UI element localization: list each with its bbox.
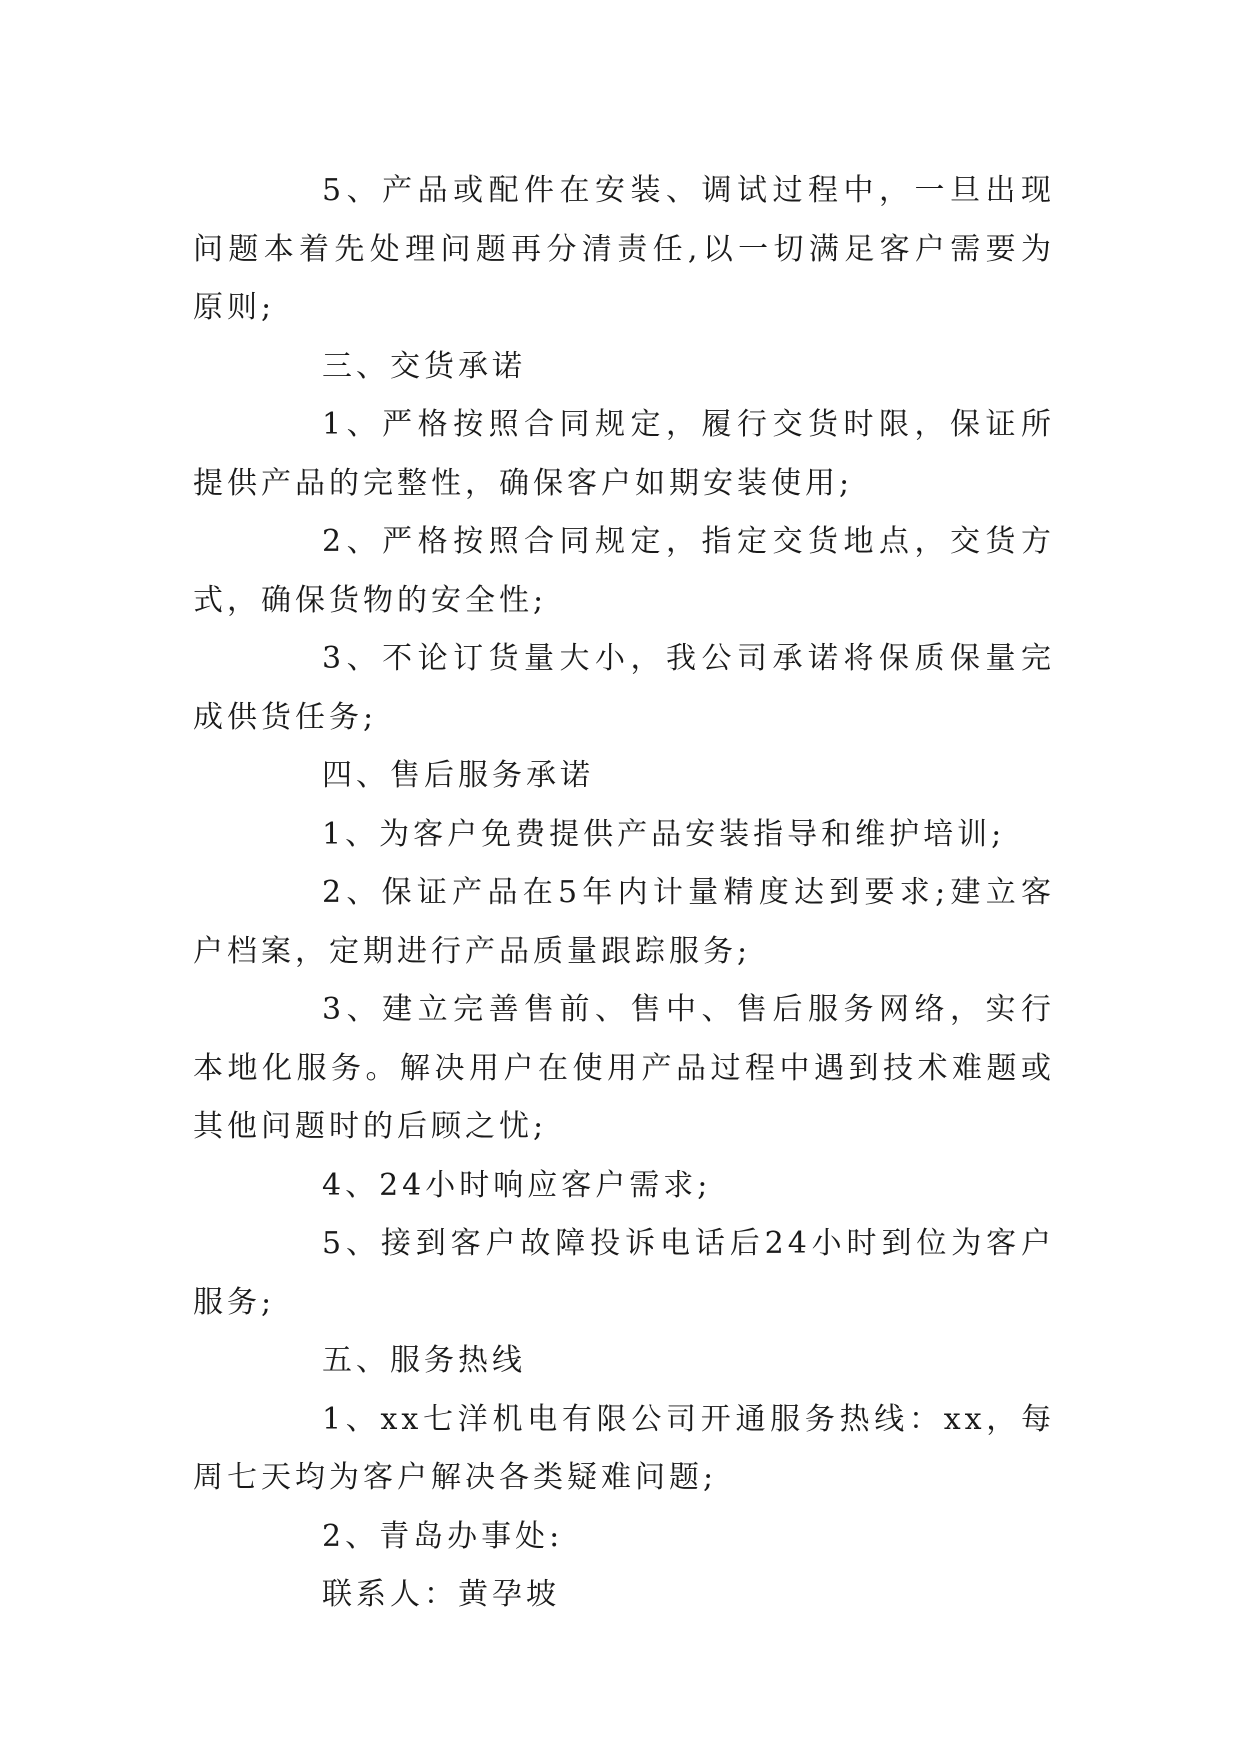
paragraph-item-5-responsibility: 5、产品或配件在安装、调试过程中，一旦出现问题本着先处理问题再分清责任,以一切满足客户需要为原则; [193, 173, 1055, 325]
paragraph-after-sales-item-3: 3、建立完善售前、售中、售后服务网络，实行本地化服务。解决用户在使用产品过程中遇到技术难题或其他问题时的后顾之忧; [193, 992, 1055, 1144]
paragraph-after-sales-item-4: 4、24小时响应客户需求; [322, 1167, 712, 1203]
paragraph-after-sales-item-2: 2、保证产品在5年内计量精度达到要求;建立客户档案，定期进行产品质量跟踪服务; [193, 875, 1055, 969]
section-heading-delivery-commitment: 三、交货承诺 [322, 348, 526, 384]
paragraph-contact-person: 联系人：黄孕坡 [322, 1577, 560, 1612]
section-heading-after-sales-commitment: 四、售后服务承诺 [322, 758, 594, 793]
section-heading-service-hotline: 五、服务热线 [322, 1343, 526, 1378]
document-body [193, 162, 1055, 1625]
paragraph-delivery-item-2: 2、严格按照合同规定，指定交货地点，交货方式，确保货物的安全性; [193, 524, 1055, 618]
paragraph-delivery-item-3: 3、不论订货量大小，我公司承诺将保质保量完成供货任务; [193, 641, 1055, 735]
paragraph-hotline-item-1: 1、xx七洋机电有限公司开通服务热线：xx，每周七天均为客户解决各类疑难问题; [193, 1401, 1055, 1495]
paragraph-hotline-item-2: 2、青岛办事处: [322, 1518, 564, 1554]
paragraph-delivery-item-1: 1、严格按照合同规定，履行交货时限，保证所提供产品的完整性，确保客户如期安装使用; [193, 407, 1055, 501]
paragraph-after-sales-item-1: 1、为客户免费提供产品安装指导和维护培训; [322, 816, 1006, 852]
paragraph-after-sales-item-5: 5、接到客户故障投诉电话后24小时到位为客户服务; [193, 1226, 1055, 1320]
